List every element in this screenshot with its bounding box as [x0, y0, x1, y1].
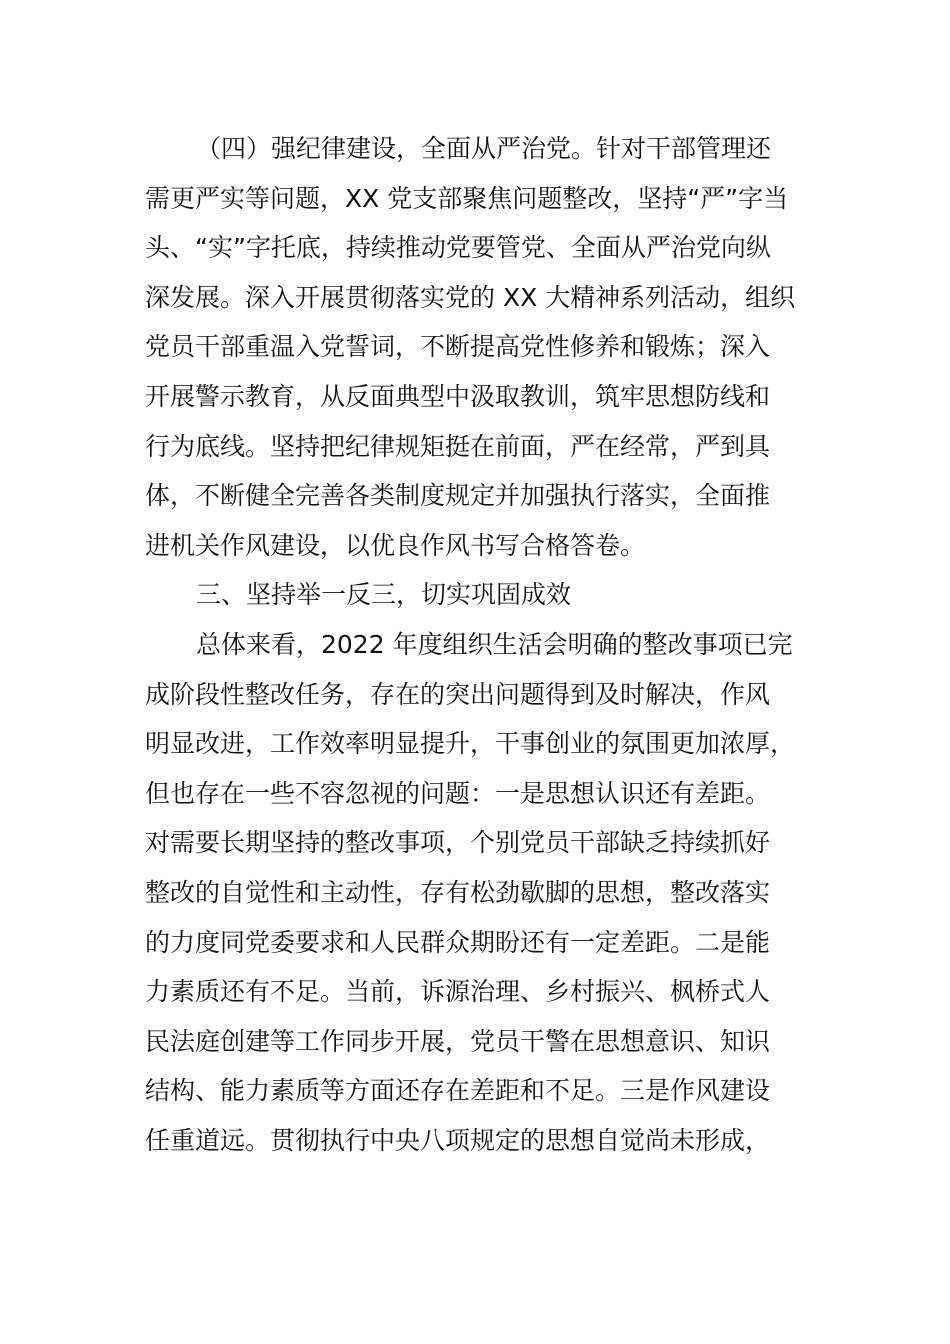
summary-line-9: 民法庭创建等工作同步开展，党员干警在思想意识、知识 [145, 1026, 771, 1056]
paragraph-4-line-2: 需更严实等问题，XX 党支部聚焦问题整改，坚持“严”字当 [145, 183, 789, 213]
paragraph-4-line-9: 进机关作风建设，以优良作风书写合格答卷。 [145, 530, 646, 560]
summary-line-10: 结构、能力素质等方面还存在差距和不足。三是作风建设 [145, 1076, 771, 1106]
summary-line-2: 成阶段性整改任务，存在的突出问题得到及时解决，作风 [145, 679, 771, 709]
paragraph-4-line-5: 党员干部重温入党誓词，不断提高党性修养和锻炼；深入 [145, 332, 771, 362]
summary-line-1: 总体来看，2022 年度组织生活会明确的整改事项已完 [196, 629, 793, 659]
paragraph-4-line-7: 行为底线。坚持把纪律规矩挺在前面，严在经常，严到具 [145, 431, 771, 461]
paragraph-4-line-3: 头、“实”字托底，持续推动党要管党、全面从严治党向纵 [145, 233, 771, 263]
document-body [145, 124, 805, 1165]
summary-line-11: 任重道远。贯彻执行中央八项规定的思想自觉尚未形成， [145, 1125, 771, 1155]
summary-line-8: 力素质还有不足。当前，诉源治理、乡村振兴、枫桥式人 [145, 977, 771, 1007]
summary-line-3: 明显改进，工作效率明显提升，干事创业的氛围更加浓厚， [145, 729, 796, 759]
paragraph-4-line-8: 体，不断健全完善各类制度规定并加强执行落实，全面推 [145, 481, 771, 511]
paragraph-4-line-1: （四）强纪律建设，全面从严治党。针对干部管理还 [196, 134, 772, 163]
summary-line-5: 对需要长期坚持的整改事项，个别党员干部缺乏持续抓好 [145, 828, 771, 858]
summary-line-6: 整改的自觉性和主动性，存有松劲歇脚的思想，整改落实 [145, 877, 771, 907]
section-heading: 三、坚持举一反三，切实巩固成效 [196, 580, 572, 610]
summary-line-7: 的力度同党委要求和人民群众期盼还有一定差距。二是能 [145, 927, 771, 957]
paragraph-4-line-6: 开展警示教育，从反面典型中汲取教训，筑牢思想防线和 [145, 381, 771, 411]
paragraph-4-line-4: 深发展。深入开展贯彻落实党的 XX 大精神系列活动，组织 [145, 282, 796, 312]
summary-line-4: 但也存在一些不容忽视的问题：一是思想认识还有差距。 [145, 778, 771, 808]
